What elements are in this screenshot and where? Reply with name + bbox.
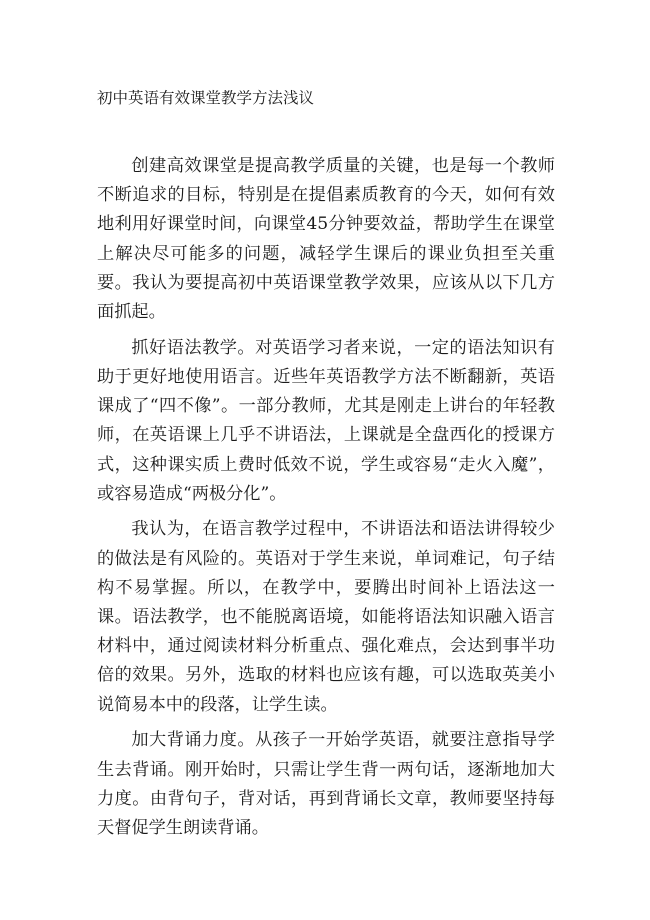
paragraph-grammar: 抓好语法教学。对英语学习者来说，一定的语法知识有助于更好地使用语言。近些年英语教学方法不断翻新，英语课成了“四不像”。一部分教师，尤其是刚走上讲台的年轻教师，在英语课上几乎不讲语法，上课就是全盘西化的授课方式，这种课实质上费时低效不说，学生或容易“走火入魔”，或容易造成“两极分化”。 bbox=[97, 337, 555, 504]
paragraph-intro: 创建高效课堂是提高教学质量的关键，也是每一个教师不断追求的目标，特别是在提倡素质教育的今天，如何有效地利用好课堂时间，向课堂45分钟要效益，帮助学生在课堂上解决尽可能多的问题，减轻学生课后的课业负担至关重要。我认为要提高初中英语课堂教学效果，应该从以下几方面抓起。 bbox=[97, 156, 555, 323]
paragraph-recitation: 加大背诵力度。从孩子一开始学英语，就要注意指导学生去背诵。刚开始时，只需让学生背一两句话，逐渐地加大力度。由背句子，背对话，再到背诵长文章，教师要坚持每天督促学生朗读背诵。 bbox=[97, 730, 555, 838]
document-body bbox=[97, 152, 555, 850]
paragraph-grammar-risk: 我认为，在语言教学过程中，不讲语法和语法讲得较少的做法是有风险的。英语对于学生来说，单词难记，句子结构不易掌握。所以，在教学中，要腾出时间补上语法这一课。语法教学，也不能脱离语境，如能将语法知识融入语言材料中，通过阅读材料分析重点、强化难点，会达到事半功倍的效果。另外，选取的材料也应该有趣，可以选取英美小说简易本中的段落，让学生读。 bbox=[97, 519, 555, 715]
document-title: 初中英语有效课堂教学方法浅议 bbox=[97, 89, 315, 107]
